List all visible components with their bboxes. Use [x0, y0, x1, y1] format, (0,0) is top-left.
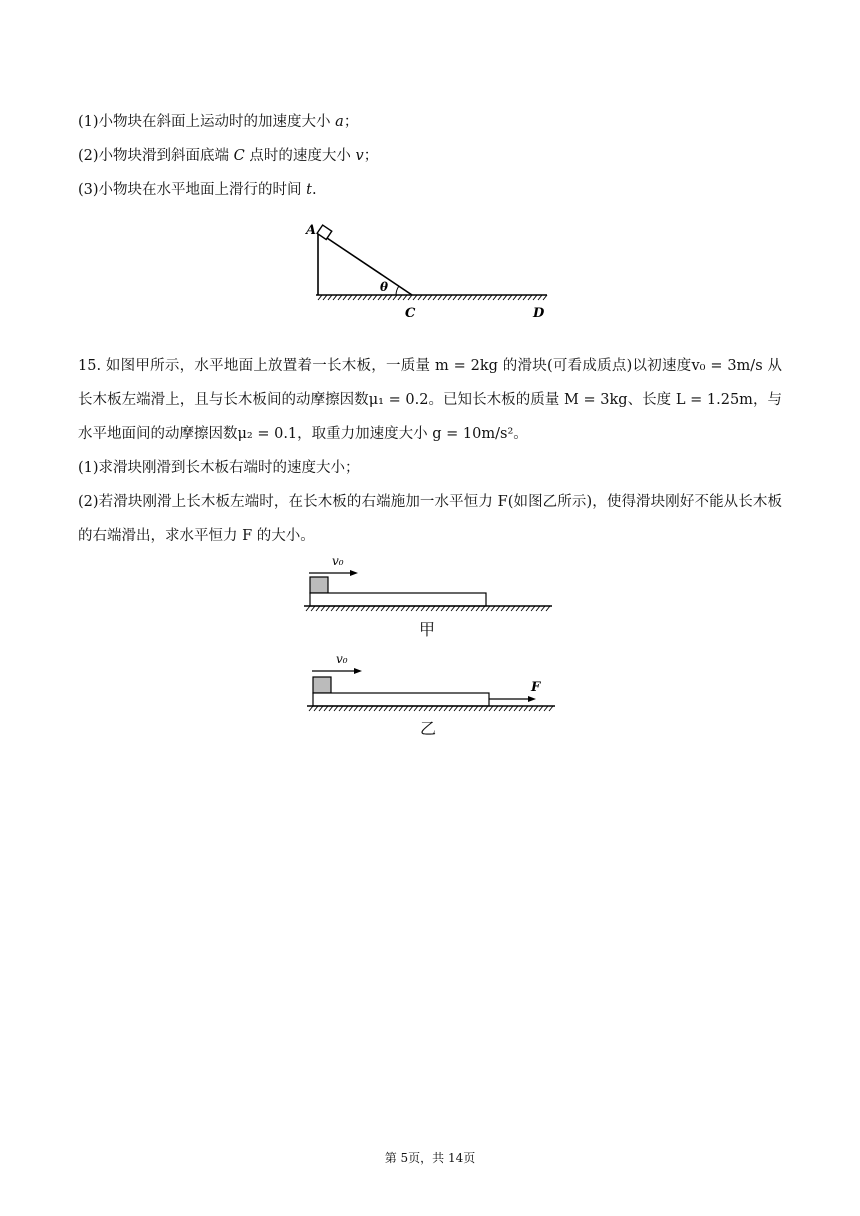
var-C: C	[233, 148, 245, 164]
question-15-stem: 15. 如图甲所示，水平地面上放置着一长木板，一质量 m = 2kg 的滑块(可看成质点)以初速度v₀ = 3m/s 从长木板左端滑上，且与长木板间的动摩擦因数μ₁ = 0.2。已知长木板的质量 M = 3kg、长度 L = 1.25m，与水平地面间的动摩擦因数μ₂ = 0.1，取重力加速度大小 g = 10m/s²。	[78, 358, 782, 442]
label-C: C	[405, 306, 416, 321]
var-v: v	[355, 148, 364, 164]
caption-jia: 甲	[419, 620, 436, 639]
label-A: A	[306, 223, 317, 238]
label-v0: v₀	[332, 554, 344, 568]
arrowhead	[354, 668, 362, 674]
slider-block	[313, 677, 331, 693]
arrowhead	[350, 570, 358, 576]
caption-yi: 乙	[420, 719, 437, 738]
long-board	[310, 593, 486, 606]
sub-question-3-text: (3)小物块在水平地面上滑行的时间	[78, 182, 307, 198]
board-figure-jia	[300, 552, 562, 618]
punct: .	[311, 182, 317, 198]
ground-hatch	[309, 706, 553, 711]
sub-question-3	[78, 180, 317, 200]
angle-arc	[396, 286, 399, 295]
sub-question-1-text: (1)小物块在斜面上运动时的加速度大小	[78, 114, 336, 130]
slider-block	[310, 577, 328, 593]
sub-question-1	[78, 112, 358, 132]
label-theta: θ	[380, 280, 389, 294]
sub-question-2-text: (2)小物块滑到斜面底端	[78, 148, 234, 164]
question-15-sub1: (1)求滑块刚滑到长木板右端时的速度大小；	[78, 460, 360, 476]
board-figure-yi	[300, 648, 564, 716]
block	[317, 225, 332, 239]
question-15-sub2: (2)若滑块刚滑上长木板左端时，在长木板的右端施加一水平恒力 F(如图乙所示)，使得滑块刚好不能从长木板的右端滑出，求水平恒力 F 的大小。	[78, 494, 782, 544]
sub-question-2-mid: 点时的速度大小	[244, 148, 356, 164]
page-footer: 第 5页，共 14页	[384, 1151, 476, 1165]
ground-hatch	[306, 606, 550, 611]
var-a: a	[335, 114, 344, 130]
punct: ；	[343, 114, 359, 130]
label-D: D	[533, 306, 545, 321]
incline-slope	[318, 232, 412, 295]
var-t: t	[306, 182, 312, 198]
long-board	[313, 693, 489, 706]
punct: ；	[363, 148, 379, 164]
label-F: F	[531, 680, 541, 695]
sub-question-2	[78, 146, 378, 166]
incline-figure	[300, 218, 560, 323]
force-arrowhead	[528, 696, 536, 702]
label-v0: v₀	[336, 652, 348, 666]
